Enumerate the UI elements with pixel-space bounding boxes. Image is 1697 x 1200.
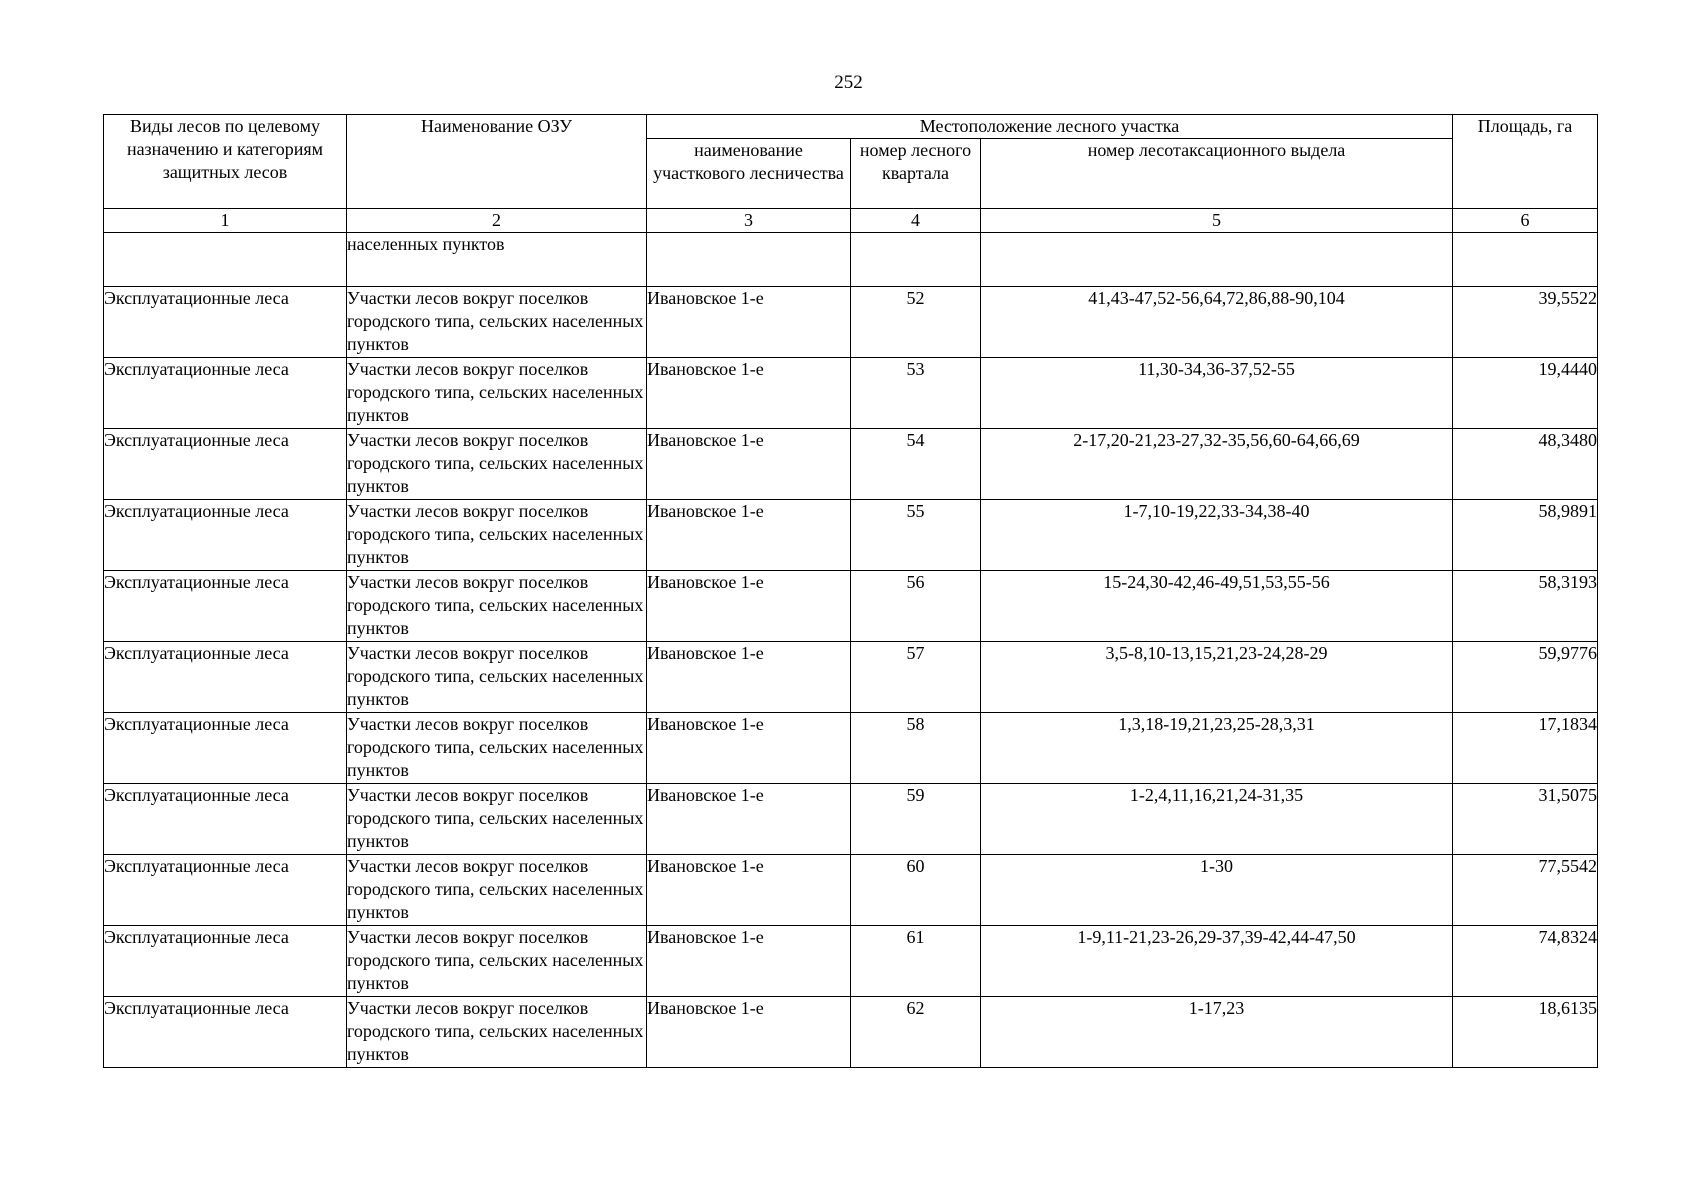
cell-empty xyxy=(981,233,1453,287)
column-number: 2 xyxy=(347,209,647,233)
cell-forestry-name: Ивановское 1-е xyxy=(647,997,851,1068)
cell-quarter-number: 56 xyxy=(851,571,981,642)
forest-plots-table xyxy=(103,114,1598,1068)
cell-area: 39,5522 xyxy=(1453,287,1598,358)
column-number-row xyxy=(104,209,1598,233)
cell-plot-numbers: 1,3,18-19,21,23,25-28,3,31 xyxy=(981,713,1453,784)
table-row xyxy=(104,500,1598,571)
header-ozu-name: Наименование ОЗУ xyxy=(347,115,647,209)
cell-ozu-name: Участки лесов вокруг поселков городского типа, сельских населенных пунктов xyxy=(347,926,647,997)
cell-forestry-name: Ивановское 1-е xyxy=(647,855,851,926)
cell-plot-numbers: 15-24,30-42,46-49,51,53,55-56 xyxy=(981,571,1453,642)
cell-area: 48,3480 xyxy=(1453,429,1598,500)
table-row xyxy=(104,926,1598,997)
header-forestry-name: наименование участкового лесничества xyxy=(647,139,851,209)
cell-forestry-name: Ивановское 1-е xyxy=(647,571,851,642)
column-number: 6 xyxy=(1453,209,1598,233)
cell-plot-numbers: 1-17,23 xyxy=(981,997,1453,1068)
cell-plot-numbers: 3,5-8,10-13,15,21,23-24,28-29 xyxy=(981,642,1453,713)
cell-ozu-name: Участки лесов вокруг поселков городского типа, сельских населенных пунктов xyxy=(347,500,647,571)
cell-plot-numbers: 2-17,20-21,23-27,32-35,56,60-64,66,69 xyxy=(981,429,1453,500)
cell-forest-type: Эксплуатационные леса xyxy=(104,713,347,784)
cell-forest-type: Эксплуатационные леса xyxy=(104,926,347,997)
header-area: Площадь, га xyxy=(1453,115,1598,209)
cell-forest-type: Эксплуатационные леса xyxy=(104,855,347,926)
column-number: 5 xyxy=(981,209,1453,233)
cell-ozu-name: Участки лесов вокруг поселков городского типа, сельских населенных пунктов xyxy=(347,642,647,713)
cell-area: 17,1834 xyxy=(1453,713,1598,784)
cell-quarter-number: 55 xyxy=(851,500,981,571)
cell-empty xyxy=(1453,233,1598,287)
cell-forest-type: Эксплуатационные леса xyxy=(104,571,347,642)
cell-ozu-name: Участки лесов вокруг поселков городского типа, сельских населенных пунктов xyxy=(347,713,647,784)
cell-plot-numbers: 1-7,10-19,22,33-34,38-40 xyxy=(981,500,1453,571)
table-row xyxy=(104,642,1598,713)
cell-ozu-name: Участки лесов вокруг поселков городского типа, сельских населенных пунктов xyxy=(347,784,647,855)
cell-area: 59,9776 xyxy=(1453,642,1598,713)
table-row xyxy=(104,784,1598,855)
table-row xyxy=(104,713,1598,784)
cell-forestry-name: Ивановское 1-е xyxy=(647,926,851,997)
header-quarter-number: номер лесного квартала xyxy=(851,139,981,209)
cell-forest-type: Эксплуатационные леса xyxy=(104,784,347,855)
column-number: 3 xyxy=(647,209,851,233)
cell-quarter-number: 54 xyxy=(851,429,981,500)
cell-quarter-number: 59 xyxy=(851,784,981,855)
cell-ozu-name: Участки лесов вокруг поселков городского типа, сельских населенных пунктов xyxy=(347,997,647,1068)
cell-quarter-number: 52 xyxy=(851,287,981,358)
table-row xyxy=(104,997,1598,1068)
cell-area: 58,3193 xyxy=(1453,571,1598,642)
cell-forestry-name: Ивановское 1-е xyxy=(647,429,851,500)
cell-forestry-name: Ивановское 1-е xyxy=(647,713,851,784)
table-row xyxy=(104,287,1598,358)
cell-empty xyxy=(851,233,981,287)
header-location-group: Местоположение лесного участка xyxy=(647,115,1453,139)
continuation-row xyxy=(104,233,1598,287)
cell-quarter-number: 61 xyxy=(851,926,981,997)
cell-ozu-name: Участки лесов вокруг поселков городского типа, сельских населенных пунктов xyxy=(347,855,647,926)
cell-forestry-name: Ивановское 1-е xyxy=(647,358,851,429)
cell-area: 77,5542 xyxy=(1453,855,1598,926)
cell-quarter-number: 53 xyxy=(851,358,981,429)
cell-forest-type: Эксплуатационные леса xyxy=(104,500,347,571)
cell-quarter-number: 57 xyxy=(851,642,981,713)
cell-ozu-continuation: населенных пунктов xyxy=(347,233,647,287)
cell-quarter-number: 60 xyxy=(851,855,981,926)
table-row xyxy=(104,571,1598,642)
cell-quarter-number: 58 xyxy=(851,713,981,784)
cell-forest-type: Эксплуатационные леса xyxy=(104,997,347,1068)
table-row xyxy=(104,855,1598,926)
cell-forest-type: Эксплуатационные леса xyxy=(104,287,347,358)
cell-ozu-name: Участки лесов вокруг поселков городского типа, сельских населенных пунктов xyxy=(347,287,647,358)
column-number: 4 xyxy=(851,209,981,233)
cell-area: 18,6135 xyxy=(1453,997,1598,1068)
cell-plot-numbers: 1-30 xyxy=(981,855,1453,926)
cell-area: 19,4440 xyxy=(1453,358,1598,429)
table-body xyxy=(104,233,1598,1068)
cell-plot-numbers: 1-9,11-21,23-26,29-37,39-42,44-47,50 xyxy=(981,926,1453,997)
cell-empty xyxy=(647,233,851,287)
cell-plot-numbers: 11,30-34,36-37,52-55 xyxy=(981,358,1453,429)
cell-forest-type: Эксплуатационные леса xyxy=(104,358,347,429)
cell-forestry-name: Ивановское 1-е xyxy=(647,784,851,855)
page-number: 252 xyxy=(834,72,863,93)
header-forest-type: Виды лесов по целевому назначению и категориям защитных лесов xyxy=(104,115,347,209)
cell-ozu-name: Участки лесов вокруг поселков городского типа, сельских населенных пунктов xyxy=(347,358,647,429)
cell-forestry-name: Ивановское 1-е xyxy=(647,287,851,358)
cell-empty xyxy=(104,233,347,287)
column-number: 1 xyxy=(104,209,347,233)
cell-ozu-name: Участки лесов вокруг поселков городского типа, сельских населенных пунктов xyxy=(347,571,647,642)
cell-area: 74,8324 xyxy=(1453,926,1598,997)
cell-quarter-number: 62 xyxy=(851,997,981,1068)
cell-area: 31,5075 xyxy=(1453,784,1598,855)
cell-forest-type: Эксплуатационные леса xyxy=(104,429,347,500)
cell-forestry-name: Ивановское 1-е xyxy=(647,500,851,571)
table-row xyxy=(104,429,1598,500)
cell-plot-numbers: 41,43-47,52-56,64,72,86,88-90,104 xyxy=(981,287,1453,358)
header-plot-number: номер лесотаксационного выдела xyxy=(981,139,1453,209)
cell-plot-numbers: 1-2,4,11,16,21,24-31,35 xyxy=(981,784,1453,855)
cell-forest-type: Эксплуатационные леса xyxy=(104,642,347,713)
table-header xyxy=(104,115,1598,233)
cell-forestry-name: Ивановское 1-е xyxy=(647,642,851,713)
cell-area: 58,9891 xyxy=(1453,500,1598,571)
cell-ozu-name: Участки лесов вокруг поселков городского типа, сельских населенных пунктов xyxy=(347,429,647,500)
table-row xyxy=(104,358,1598,429)
